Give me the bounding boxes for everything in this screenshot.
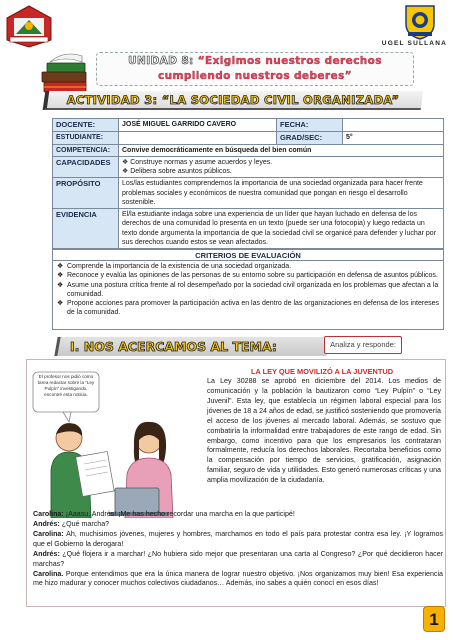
table-row	[53, 119, 444, 132]
table-row	[53, 209, 444, 249]
unit-title-line-1: “Exigimos nuestros derechos	[197, 55, 382, 67]
list-item: ❖ Construye normas y asume acuerdos y leyes.	[122, 158, 440, 167]
list-item	[57, 262, 439, 271]
list-item	[57, 271, 439, 280]
table-row	[53, 131, 444, 144]
activity-info-table	[52, 118, 444, 249]
story-title: LA LEY QUE MOVILIZÓ A LA JUVENTUD	[251, 367, 394, 376]
dialog-line	[33, 510, 443, 520]
competencia-value: Convive democráticamente en búsqueda del bien común	[119, 144, 444, 156]
dialog-text: Ah, muchisimos jóvenes, mujeres y hombres, marchamos en todo el país para protestar contra esa ley. ¡Y logramos que el Gobierno la derogara!	[33, 529, 443, 548]
unit-label: UNIDAD 8:	[128, 55, 194, 67]
diamond-bullet-icon: ❖	[57, 300, 64, 308]
criterion-text: Comprende la importancia de la existencia de una sociedad organizada.	[67, 263, 292, 270]
proposito-value: Los/las estudiantes comprendemos la importancia de una sociedad organizada para hacer frente problemas sociales y económicos de nuestra comunidad que pongan en riesgo el desarrollo sostenible.	[119, 178, 444, 209]
list-item: ❖ Delibera sobre asuntos públicos.	[122, 167, 440, 176]
estudiante-label: ESTUDIANTE:	[53, 131, 119, 144]
ugel-label: UGEL SULLANA	[381, 40, 447, 47]
dialog-text: ¿Qué flojera ir a marchar! ¿No hubiera sido mejor que presentaran una carta al Congreso? ¿Por qué decidieron hacer marchas?	[33, 549, 443, 568]
unit-title-line-2: cumpliendo nuestros deberes”	[158, 70, 352, 82]
dialog-line	[33, 530, 443, 550]
docente-label: DOCENTE:	[53, 119, 119, 132]
dialog-text: Porque entendimos que era la única manera de lograr nuestro objetivo. ¡Nos organizamos muy bien! Esa experiencia me hizo madurar y conocer muchos colectivos ciudadanos… Además, ino sabes a quién conocí en esos días!	[33, 569, 443, 588]
speaker: Andrés:	[33, 519, 60, 528]
grado-value[interactable]: 5°	[343, 131, 444, 144]
criteria-list	[52, 260, 444, 330]
capacidades-value	[119, 157, 444, 178]
dialog-text: ¿Qué marcha?	[59, 519, 110, 528]
activity-title: ACTIVIDAD 3: “LA SOCIEDAD CIVIL ORGANIZADA”	[66, 93, 400, 107]
diamond-bullet-icon: ❖	[57, 272, 64, 280]
unit-banner-line-1	[97, 55, 413, 67]
criteria-title: CRITERIOS DE EVALUACIÓN	[52, 249, 444, 260]
page-number: 1	[423, 606, 445, 632]
speaker: Carolina:	[33, 510, 64, 518]
table-row	[53, 178, 444, 209]
unit-banner	[96, 52, 414, 86]
docente-value: JOSÉ MIGUEL GARRIDO CAVERO	[119, 119, 277, 132]
competencia-label: COMPETENCIA:	[53, 144, 119, 156]
story-box	[26, 359, 446, 607]
criterion-text: Reconoce y evalúa las opiniones de las personas de su entorno sobre su participación en defensa de asuntos públicos.	[67, 272, 438, 280]
speaker: Carolina:	[33, 529, 64, 538]
capacidades-label: CAPACIDADES	[53, 157, 119, 178]
section-banner	[56, 337, 328, 356]
table-row	[53, 157, 444, 178]
fecha-label: FECHA:	[277, 119, 343, 132]
story-body: La Ley 30288 se aprobó en diciembre del 2014. Los medios de comunicación y la población la bautizaron como “Ley Pulpín” o “Ley Juvenil”. Esta ley, que establecía un régimen laboral especial para los jóvenes de 18 a 24 años de edad, se justificó sosteniendo que promovería el acceso de los jóvenes al mercado laboral. Además, se sostuvo que combatiría la informalidad entre trabajadores de este rango de edad. Sin embargo, como incentivo para que los empresarios los contrataran formalmente, reducía los derechos laborales. Recortaba beneficios como la compensación por tiempo de servicios, gratificación, asignación familiar, seguro de vida y utilidades. Esto generó numerosas críticas y una amplia movilización de la ciudadanía.	[207, 377, 441, 485]
analyze-label: Analiza y responde:	[324, 336, 402, 354]
unit-banner-line-2	[97, 70, 413, 82]
ugel-sullana-logo	[403, 2, 437, 40]
table-row	[53, 144, 444, 156]
diamond-bullet-icon: ❖	[57, 263, 64, 270]
proposito-label: PROPÓSITO	[53, 178, 119, 209]
estudiante-value[interactable]	[119, 131, 277, 144]
dialog-line	[33, 520, 443, 530]
dialog-text: ¡Aaasu, Andrés! ¡Me has hecho recordar una marcha en la que participé!	[63, 510, 295, 518]
list-item	[57, 281, 439, 300]
capacidades-list	[122, 158, 440, 176]
section-title: I. NOS ACERCAMOS AL TEMA:	[70, 339, 277, 354]
speaker: Andrés:	[33, 549, 60, 558]
evidencia-value: El/la estudiante indaga sobre una experiencia de un líder que hayan luchado en defensa de los derechos de una comunidad lo presenta en un texto (puede ser una fotocopia) y luego redacta un texto donde argumenta la importancia de que la sociedad civil se organicé para defender y luchar por sus derechos cuando estos se vean afectados.	[119, 209, 444, 249]
dialog	[33, 510, 443, 589]
fecha-value[interactable]	[343, 119, 444, 132]
evidencia-label: EVIDENCIA	[53, 209, 119, 249]
criterion-text: Asume una postura crítica frente al rol desempeñado por la sociedad civil organizada en los problemas que afectan a la comunidad.	[67, 281, 439, 298]
list-item	[57, 299, 439, 318]
students-reading-illustration	[29, 370, 193, 518]
grado-label: GRAD/SEC:	[277, 131, 343, 144]
speech-bubble-text: El profesor nos pidió como tarea redactar sobre la “Ley Pulpín” investigando, encontré esta noticia.	[37, 374, 95, 397]
dialog-line	[33, 550, 443, 570]
school-crest-logo	[4, 4, 54, 48]
dialog-line	[33, 570, 443, 590]
diamond-bullet-icon: ❖	[57, 281, 64, 289]
criterion-text: Propone acciones para promover la participación activa en las dentro de las organizaciones en defensa de los intereses de la comunidad.	[67, 300, 440, 317]
speaker: Carolina.	[33, 569, 64, 578]
activity-banner	[44, 89, 422, 111]
